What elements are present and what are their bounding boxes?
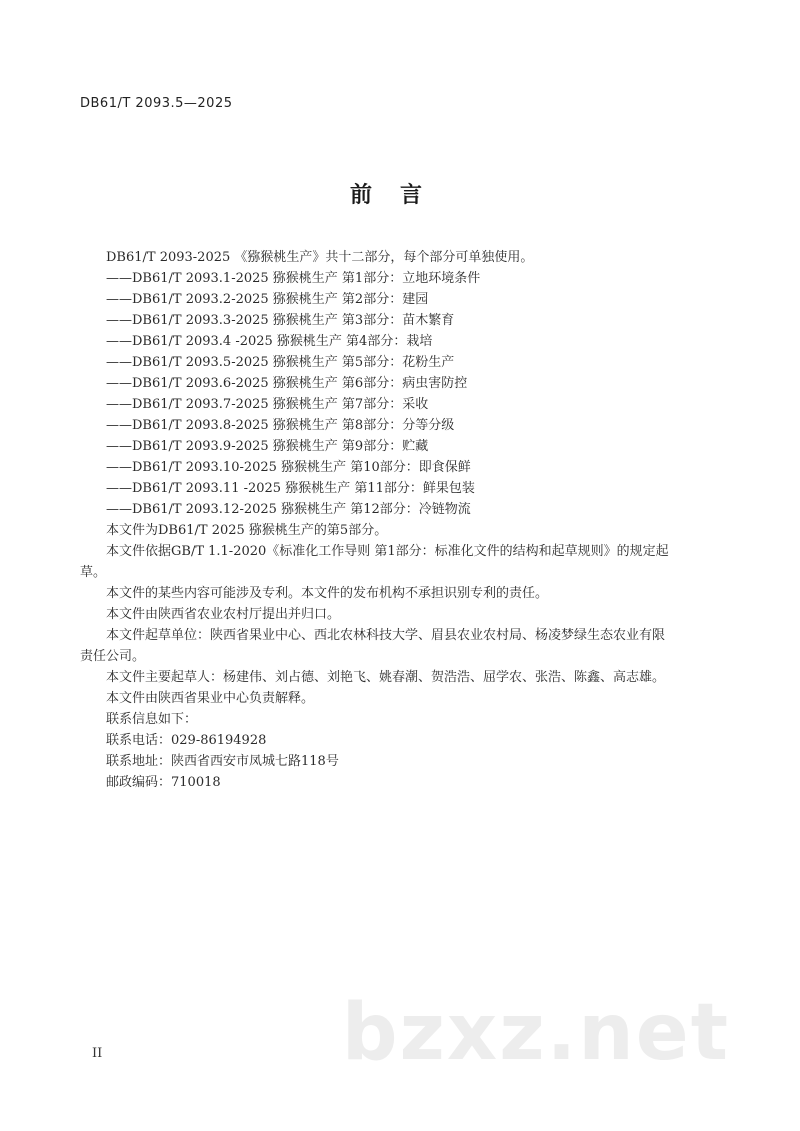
part-statement: 本文件为DB61/T 2025 猕猴桃生产的第5部分。	[106, 523, 388, 538]
interpretation-paragraph: 本文件由陕西省果业中心负责解释。	[106, 691, 315, 706]
drafting-rules-line1: 本文件依据GB/T 1.1-2020《标准化工作导则 第1部分：标准化文件的结构和起草规则》的规定起	[106, 544, 669, 559]
list-item: ——DB61/T 2093.7-2025 猕猴桃生产 第7部分：采收	[106, 397, 429, 412]
document-code: DB61/T 2093.5—2025	[80, 96, 233, 111]
list-item: ——DB61/T 2093.9-2025 猕猴桃生产 第9部分：贮藏	[106, 439, 429, 454]
list-item: ——DB61/T 2093.8-2025 猕猴桃生产 第8部分：分等分级	[106, 418, 455, 433]
page-number: II	[92, 1046, 103, 1061]
contact-heading: 联系信息如下：	[106, 712, 198, 727]
list-item: ——DB61/T 2093.11 -2025 猕猴桃生产 第11部分：鲜果包装	[106, 481, 475, 496]
document-body	[80, 247, 715, 793]
parts-list	[80, 268, 715, 520]
list-item: ——DB61/T 2093.1-2025 猕猴桃生产 第1部分：立地环境条件	[106, 271, 481, 286]
list-item: ——DB61/T 2093.3-2025 猕猴桃生产 第3部分：苗木繁育	[106, 313, 455, 328]
drafting-rules-paragraph	[80, 541, 715, 583]
list-item: ——DB61/T 2093.12-2025 猕猴桃生产 第12部分：冷链物流	[106, 502, 471, 517]
intro-paragraph: DB61/T 2093-2025 《猕猴桃生产》共十二部分，每个部分可单独使用。	[106, 250, 534, 265]
proposer-paragraph: 本文件由陕西省农业农村厅提出并归口。	[106, 607, 341, 622]
drafting-rules-line2: 草。	[80, 565, 107, 580]
list-item: ——DB61/T 2093.10-2025 猕猴桃生产 第10部分：即食保鲜	[106, 460, 471, 475]
list-item: ——DB61/T 2093.5-2025 猕猴桃生产 第5部分：花粉生产	[106, 355, 455, 370]
watermark: bzxz.net	[341, 988, 730, 1078]
drafters-paragraph: 本文件主要起草人：杨建伟、刘占德、刘艳飞、姚春潮、贺浩浩、屈学农、张浩、陈鑫、高志雄。	[106, 670, 666, 685]
drafting-units-line1: 本文件起草单位：陕西省果业中心、西北农林科技大学、眉县农业农村局、杨凌梦绿生态农业有限	[106, 628, 666, 643]
patent-notice: 本文件的某些内容可能涉及专利。本文件的发布机构不承担识别专利的责任。	[106, 586, 549, 601]
postal-code: 邮政编码：710018	[106, 775, 221, 790]
contact-phone: 联系电话：029-86194928	[106, 733, 267, 748]
list-item: ——DB61/T 2093.6-2025 猕猴桃生产 第6部分：病虫害防控	[106, 376, 468, 391]
page-title: 前言	[349, 183, 450, 208]
drafting-units-paragraph	[80, 625, 715, 667]
contact-address: 联系地址：陕西省西安市凤城七路118号	[106, 754, 339, 769]
list-item: ——DB61/T 2093.2-2025 猕猴桃生产 第2部分：建园	[106, 292, 429, 307]
list-item: ——DB61/T 2093.4 -2025 猕猴桃生产 第4部分：栽培	[106, 334, 433, 349]
drafting-units-line2: 责任公司。	[80, 649, 146, 664]
